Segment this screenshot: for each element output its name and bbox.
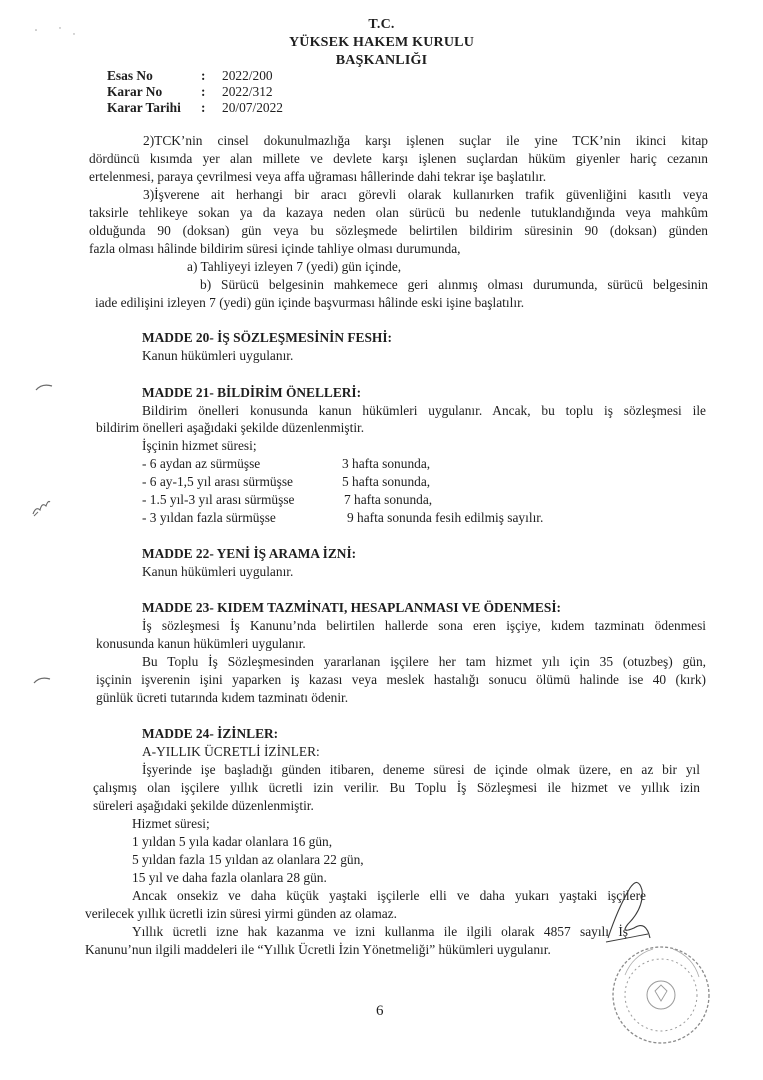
margin-mark bbox=[32, 674, 52, 686]
service-label: İşçinin hizmet süresi; bbox=[142, 438, 257, 453]
paragraph-line: verilecek yıllık ücretli izin süresi yirmi günden az olamaz. bbox=[85, 906, 397, 921]
article-20-title: MADDE 20- İŞ SÖZLEŞMESİNİN FESHİ: bbox=[142, 330, 393, 345]
leave-row: 5 yıldan fazla 15 yıldan az olanlara 22 gün, bbox=[132, 852, 364, 867]
paragraph-line: dördüncü kısımda yer alan millete ve devlete karşı işlenen suçlardan hüküm giyenler hariç cezanın bbox=[89, 151, 708, 166]
esas-no-label: Esas No bbox=[107, 68, 153, 83]
notice-duration: 5 hafta sonunda, bbox=[342, 474, 431, 489]
notice-duration: 3 hafta sonunda, bbox=[342, 456, 431, 471]
paragraph-line: İşyerinde işe başladığı günden itibaren, deneme süresi de içinde olmak üzere, en az bir yıl bbox=[142, 762, 700, 777]
notice-period: - 6 aydan az sürmüşse bbox=[142, 456, 261, 471]
paragraph-line: bildirim önelleri aşağıdaki şekilde düzenlenmiştir. bbox=[96, 420, 365, 435]
paragraph-line: 3)İşverene ait herhangi bir aracı görevli olarak kullanırken trafik güvenliğini kasıtlı veya bbox=[143, 187, 708, 202]
paragraph-line: konusunda kanun hükümleri uygulanır. bbox=[96, 636, 306, 651]
paragraph-line: Kanunu’nun ilgili maddeleri ile “Yıllık Ücretli İzin Yönetmeliği” hükümleri uygulanır. bbox=[85, 942, 551, 957]
official-seal-stamp bbox=[603, 915, 713, 1065]
notice-duration: 7 hafta sonunda, bbox=[344, 492, 433, 507]
page-number: 6 bbox=[376, 1003, 384, 1019]
article-22-title: MADDE 22- YENİ İŞ ARAMA İZNİ: bbox=[142, 546, 357, 561]
paragraph-line: Ancak onsekiz ve daha küçük yaştaki işçilerle elli ve daha yukarı yaştaki işçilere bbox=[132, 888, 646, 903]
header-tc: T.C. bbox=[368, 17, 395, 32]
paragraph-line: olduğunda 90 (doksan) gün veya bu sözleşmede belirtilen bildirim süresinin 90 (doksan) günden bbox=[89, 223, 708, 238]
esas-no-colon: : bbox=[201, 68, 206, 83]
margin-mark bbox=[34, 381, 54, 393]
article-23-title: MADDE 23- KIDEM TAZMİNATI, HESAPLANMASI VE ÖDENMESİ: bbox=[142, 600, 561, 615]
paragraph-line: çalışmış olan işçilere yıllık ücretli izin verilir. Bu Toplu İş Sözleşmesi ile hizmet ve yıllık izin bbox=[93, 780, 700, 795]
karar-no-value: 2022/312 bbox=[222, 84, 273, 99]
paragraph-line: İş sözleşmesi İş Kanunu’nda belirtilen hallerde sona eren işçiye, kıdem tazminatı ödenmesi bbox=[142, 618, 706, 633]
paragraph-line: 2)TCK’nin cinsel dokunulmazlığa karşı işlenen suçlar ile yine TCK’nin ikinci kitap bbox=[143, 133, 708, 148]
notice-duration: 9 hafta sonunda fesih edilmiş sayılır. bbox=[347, 510, 544, 525]
paragraph-line: ertelenmesi, paraya çevrilmesi veya affa uğraması hâllerinde dahi tekrar işe başlatılır. bbox=[89, 169, 547, 184]
margin-initials-mark bbox=[30, 496, 52, 520]
paragraph-line: fazla olması hâlinde bildirim süresi içinde tahliye olması durumunda, bbox=[89, 241, 461, 256]
notice-period: - 6 ay-1,5 yıl arası sürmüşse bbox=[142, 474, 293, 489]
karar-no-label: Karar No bbox=[107, 84, 163, 99]
header-presidency: BAŞKANLIĞI bbox=[335, 53, 428, 68]
paragraph-line: iade edilişini izleyen 7 (yedi) gün içinde başvurması hâlinde eski işine başlatılır. bbox=[95, 295, 525, 310]
paragraph-line: b) Sürücü belgesinin mahkemece geri alınmış olması durumunda, sürücü belgesinin bbox=[200, 277, 708, 292]
paragraph-line: a) Tahliyeyi izleyen 7 (yedi) gün içinde, bbox=[187, 259, 402, 274]
notice-period: - 1.5 yıl-3 yıl arası sürmüşse bbox=[142, 492, 295, 507]
notice-period: - 3 yıldan fazla sürmüşse bbox=[142, 510, 276, 525]
leave-row: 1 yıldan 5 yıla kadar olanlara 16 gün, bbox=[132, 834, 333, 849]
paragraph-line: Bildirim önelleri konusunda kanun hükümleri uygulanır. Ancak, bu toplu iş sözleşmesi ile bbox=[142, 403, 706, 418]
header-institution: YÜKSEK HAKEM KURULU bbox=[288, 35, 475, 50]
esas-no-value: 2022/200 bbox=[222, 68, 273, 83]
paragraph-line: günlük ücreti tutarında kıdem tazminatı ödenir. bbox=[96, 690, 349, 705]
service-label: Hizmet süresi; bbox=[132, 816, 210, 831]
karar-no-colon: : bbox=[201, 84, 206, 99]
paragraph-line: süreleri aşağıdaki şekilde düzenlenmiştir. bbox=[93, 798, 314, 813]
paragraph-line: Yıllık ücretli izne hak kazanma ve izni kullanma ile ilgili olarak 4857 sayılı İş bbox=[132, 924, 628, 939]
karar-tarihi-colon: : bbox=[201, 100, 206, 115]
leave-row: 15 yıl ve daha fazla olanlara 28 gün. bbox=[132, 870, 327, 885]
article-24-subtitle: A-YILLIK ÜCRETLİ İZİNLER: bbox=[142, 744, 320, 759]
article-20-text: Kanun hükümleri uygulanır. bbox=[142, 348, 294, 363]
article-24-title: MADDE 24- İZİNLER: bbox=[142, 726, 279, 741]
karar-tarihi-label: Karar Tarihi bbox=[107, 100, 181, 115]
scan-specks bbox=[30, 20, 90, 40]
paragraph-line: Bu Toplu İş Sözleşmesinden yararlanan işçilere her tam hizmet yılı için 35 (otuzbeş) gün, bbox=[142, 654, 706, 669]
article-22-text: Kanun hükümleri uygulanır. bbox=[142, 564, 294, 579]
article-21-title: MADDE 21- BİLDİRİM ÖNELLERİ: bbox=[142, 385, 362, 400]
paragraph-line: taksirle tehlikeye sokan ya da kazaya neden olan sürücü bu nedenle tutuklandığında veya mahkûm bbox=[89, 205, 708, 220]
karar-tarihi-value: 20/07/2022 bbox=[222, 100, 284, 115]
paragraph-line: işçinin işverenin işini yaparken iş kazası veya meslek hastalığı sonucu ölümü halinde ise 40 (kırk) bbox=[96, 672, 706, 687]
